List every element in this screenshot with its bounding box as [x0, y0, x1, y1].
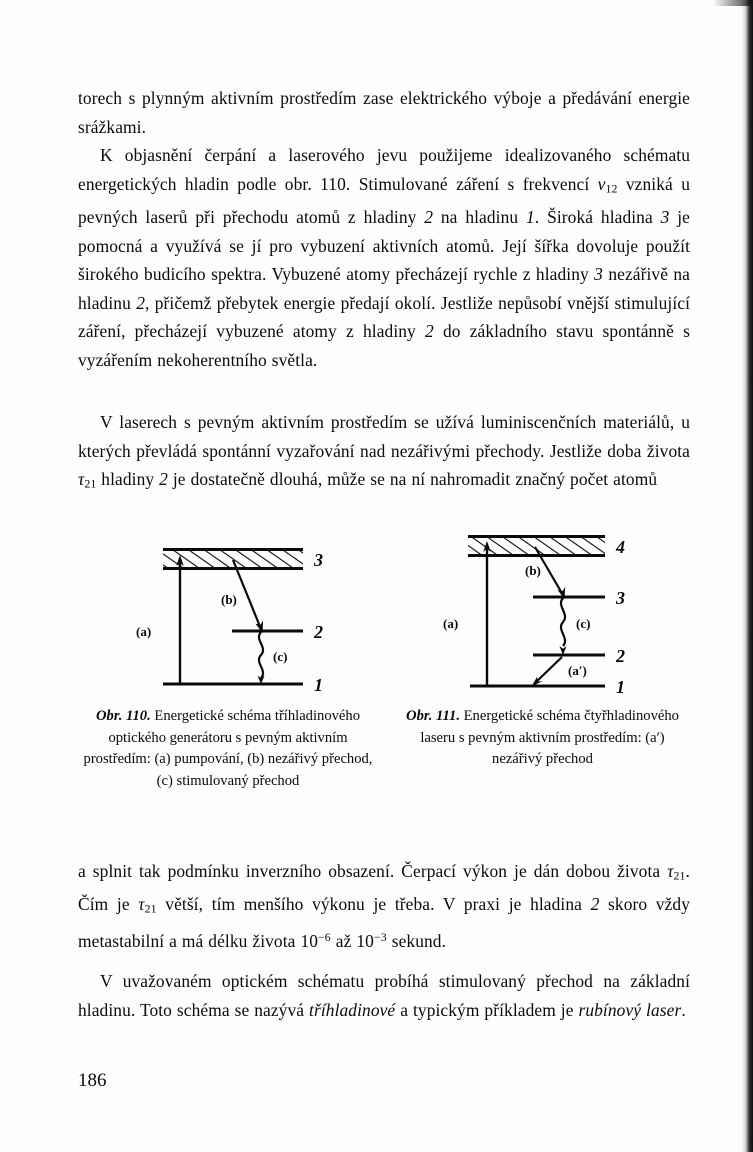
nu-subscript: 12	[605, 181, 618, 196]
figure-obr-110	[78, 528, 378, 789]
level-label-3: 3	[616, 588, 625, 608]
transition-c-stimulated-wavy	[559, 598, 566, 655]
paragraph-pumping-scheme: K objasnění čerpání a laserového jevu použijeme idealizovaného schématu energetických hladin podle obr. 110. Stimulované záření s frekvencí $\nu_{12}$ vzniká u pevných laserů při přechodu atomů z hladiny 2 na hladinu 1. Široká hladina 3 je pomocná a využívá se jí pro vybuzení aktivních atomů. Její šířka dovoluje použít širokého budicího spektra. Vybuzené atomy přecházejí rychle z hladiny 3 nezářivě na hladinu 2, přičemž přebytek energie předají okolí. Jestliže nepůsobí vnější stimulující záření, přecházejí vybuzené atomy z hladiny 2 do základního stavu spontánně s vyzářením nekoherentního světla.	[78, 145, 691, 370]
figure-111-caption	[395, 706, 690, 771]
transition-label-b: (b)	[525, 563, 541, 578]
tau-subscript-2: 21	[673, 868, 686, 883]
transition-label-c: (c)	[273, 649, 288, 664]
level-label-4: 4	[616, 537, 625, 557]
figure-obr-111	[395, 528, 690, 767]
transition-label-c: (c)	[576, 616, 591, 631]
tau-symbol-2: τ	[667, 861, 674, 881]
text-block-top	[78, 84, 690, 375]
level-label-1: 1	[314, 675, 323, 695]
level-ref-2c: 2	[425, 321, 434, 342]
figures-row	[0, 528, 753, 838]
level-ref-2e: 2	[590, 894, 600, 915]
figure-110-caption-text: Energetické schéma tříhladinového optického generátoru s pevným aktivním prostředím: (a) pumpování, (b) nezářivý přechod, (c) stimulovaný přechod	[83, 708, 373, 789]
level-ref-3b: 3	[594, 264, 603, 285]
level-ref-3: 3	[660, 206, 670, 227]
term-trihladinove: tříhladinové	[309, 999, 396, 1020]
level-ref-1: 1	[526, 206, 535, 227]
transition-b-nonradiative	[233, 560, 263, 633]
tau-subscript: 21	[84, 476, 97, 491]
transition-c-stimulated-wavy	[257, 632, 264, 684]
energy-level-diagram-three-level	[78, 528, 378, 703]
paragraph-inversion: a splnit tak podmínku inverzního obsazení. Čerpací výkon je dán dobou života $\tau_{21}$. Čím je $\tau_{21}$ větší, tím menšího výkonu je třeba. V praxi je hladina 2 skoro vždy metastabilní a má délku života $10^{-6}$ až $10^{-3}$ sekund.	[78, 861, 691, 952]
figure-111-label: Obr. 111.	[406, 708, 460, 724]
term-rubinovy-laser: rubínový laser	[578, 999, 682, 1020]
level-label-2: 2	[314, 622, 323, 642]
transition-label-b: (b)	[221, 592, 237, 607]
paragraph-luminescent: V laserech s pevným aktivním prostředím se užívá luminiscenčních materiálů, u kterých převládá spontánní vyzařování nad nezářivými přechody. Jestliže doba života $\tau_{21}$ hladiny 2 je dostatečně dlouhá, může se na ní nahromadit značný počet atomů	[78, 412, 690, 491]
level-label-1: 1	[616, 677, 625, 697]
transition-a-pump-arrow	[483, 541, 491, 686]
tau-symbol-3: τ	[138, 894, 145, 915]
text-block-bottom-1	[78, 857, 690, 956]
page-number: 186	[78, 1070, 107, 1091]
scan-edge-top-shadow	[713, 0, 753, 6]
level-label-3: 3	[314, 550, 323, 570]
figure-110-label: Obr. 110.	[96, 708, 151, 724]
level-label-2: 2	[616, 646, 625, 666]
exponent-base-1: 10	[300, 931, 319, 952]
nu-symbol: ν	[597, 173, 606, 194]
figure-ref-110: 110	[320, 173, 346, 194]
text-block-middle	[78, 408, 690, 498]
exponent-neg3: −3	[373, 930, 387, 945]
level-ref-2d: 2	[159, 469, 168, 490]
paragraph-three-level: V uvažovaném optickém schématu probíhá stimulovaný přechod na základní hladinu. Toto schéma se nazývá tříhladinové a typickým příkladem je rubínový laser.	[78, 971, 690, 1020]
level-ref-2b: 2	[136, 292, 145, 313]
transition-a-pump-arrow	[176, 555, 184, 684]
transition-label-a: (a)	[136, 624, 152, 639]
exponent-neg6: −6	[318, 930, 331, 945]
level-ref-2: 2	[424, 206, 434, 227]
figure-110-caption	[78, 706, 378, 792]
transition-a-prime-nonradiative	[532, 657, 563, 687]
exponent-base-2: 10	[356, 931, 374, 952]
paragraph-continuation: torech s plynným aktivním prostředím zase elektrického výboje a předávání energie srážkami.	[78, 88, 690, 137]
tau-symbol: τ	[78, 469, 85, 490]
transition-label-a-prime: (a′)	[568, 663, 587, 678]
text-block-bottom-2	[78, 967, 690, 1024]
level-3-band	[163, 550, 303, 569]
transition-label-a: (a)	[443, 616, 459, 631]
figure-111-caption-text: Energetické schéma čtyřhladinového laseru s pevným aktivním prostředím: (a′) nezářivý přechod	[420, 708, 679, 767]
tau-subscript-3: 21	[144, 901, 157, 916]
energy-level-diagram-four-level	[395, 528, 690, 703]
